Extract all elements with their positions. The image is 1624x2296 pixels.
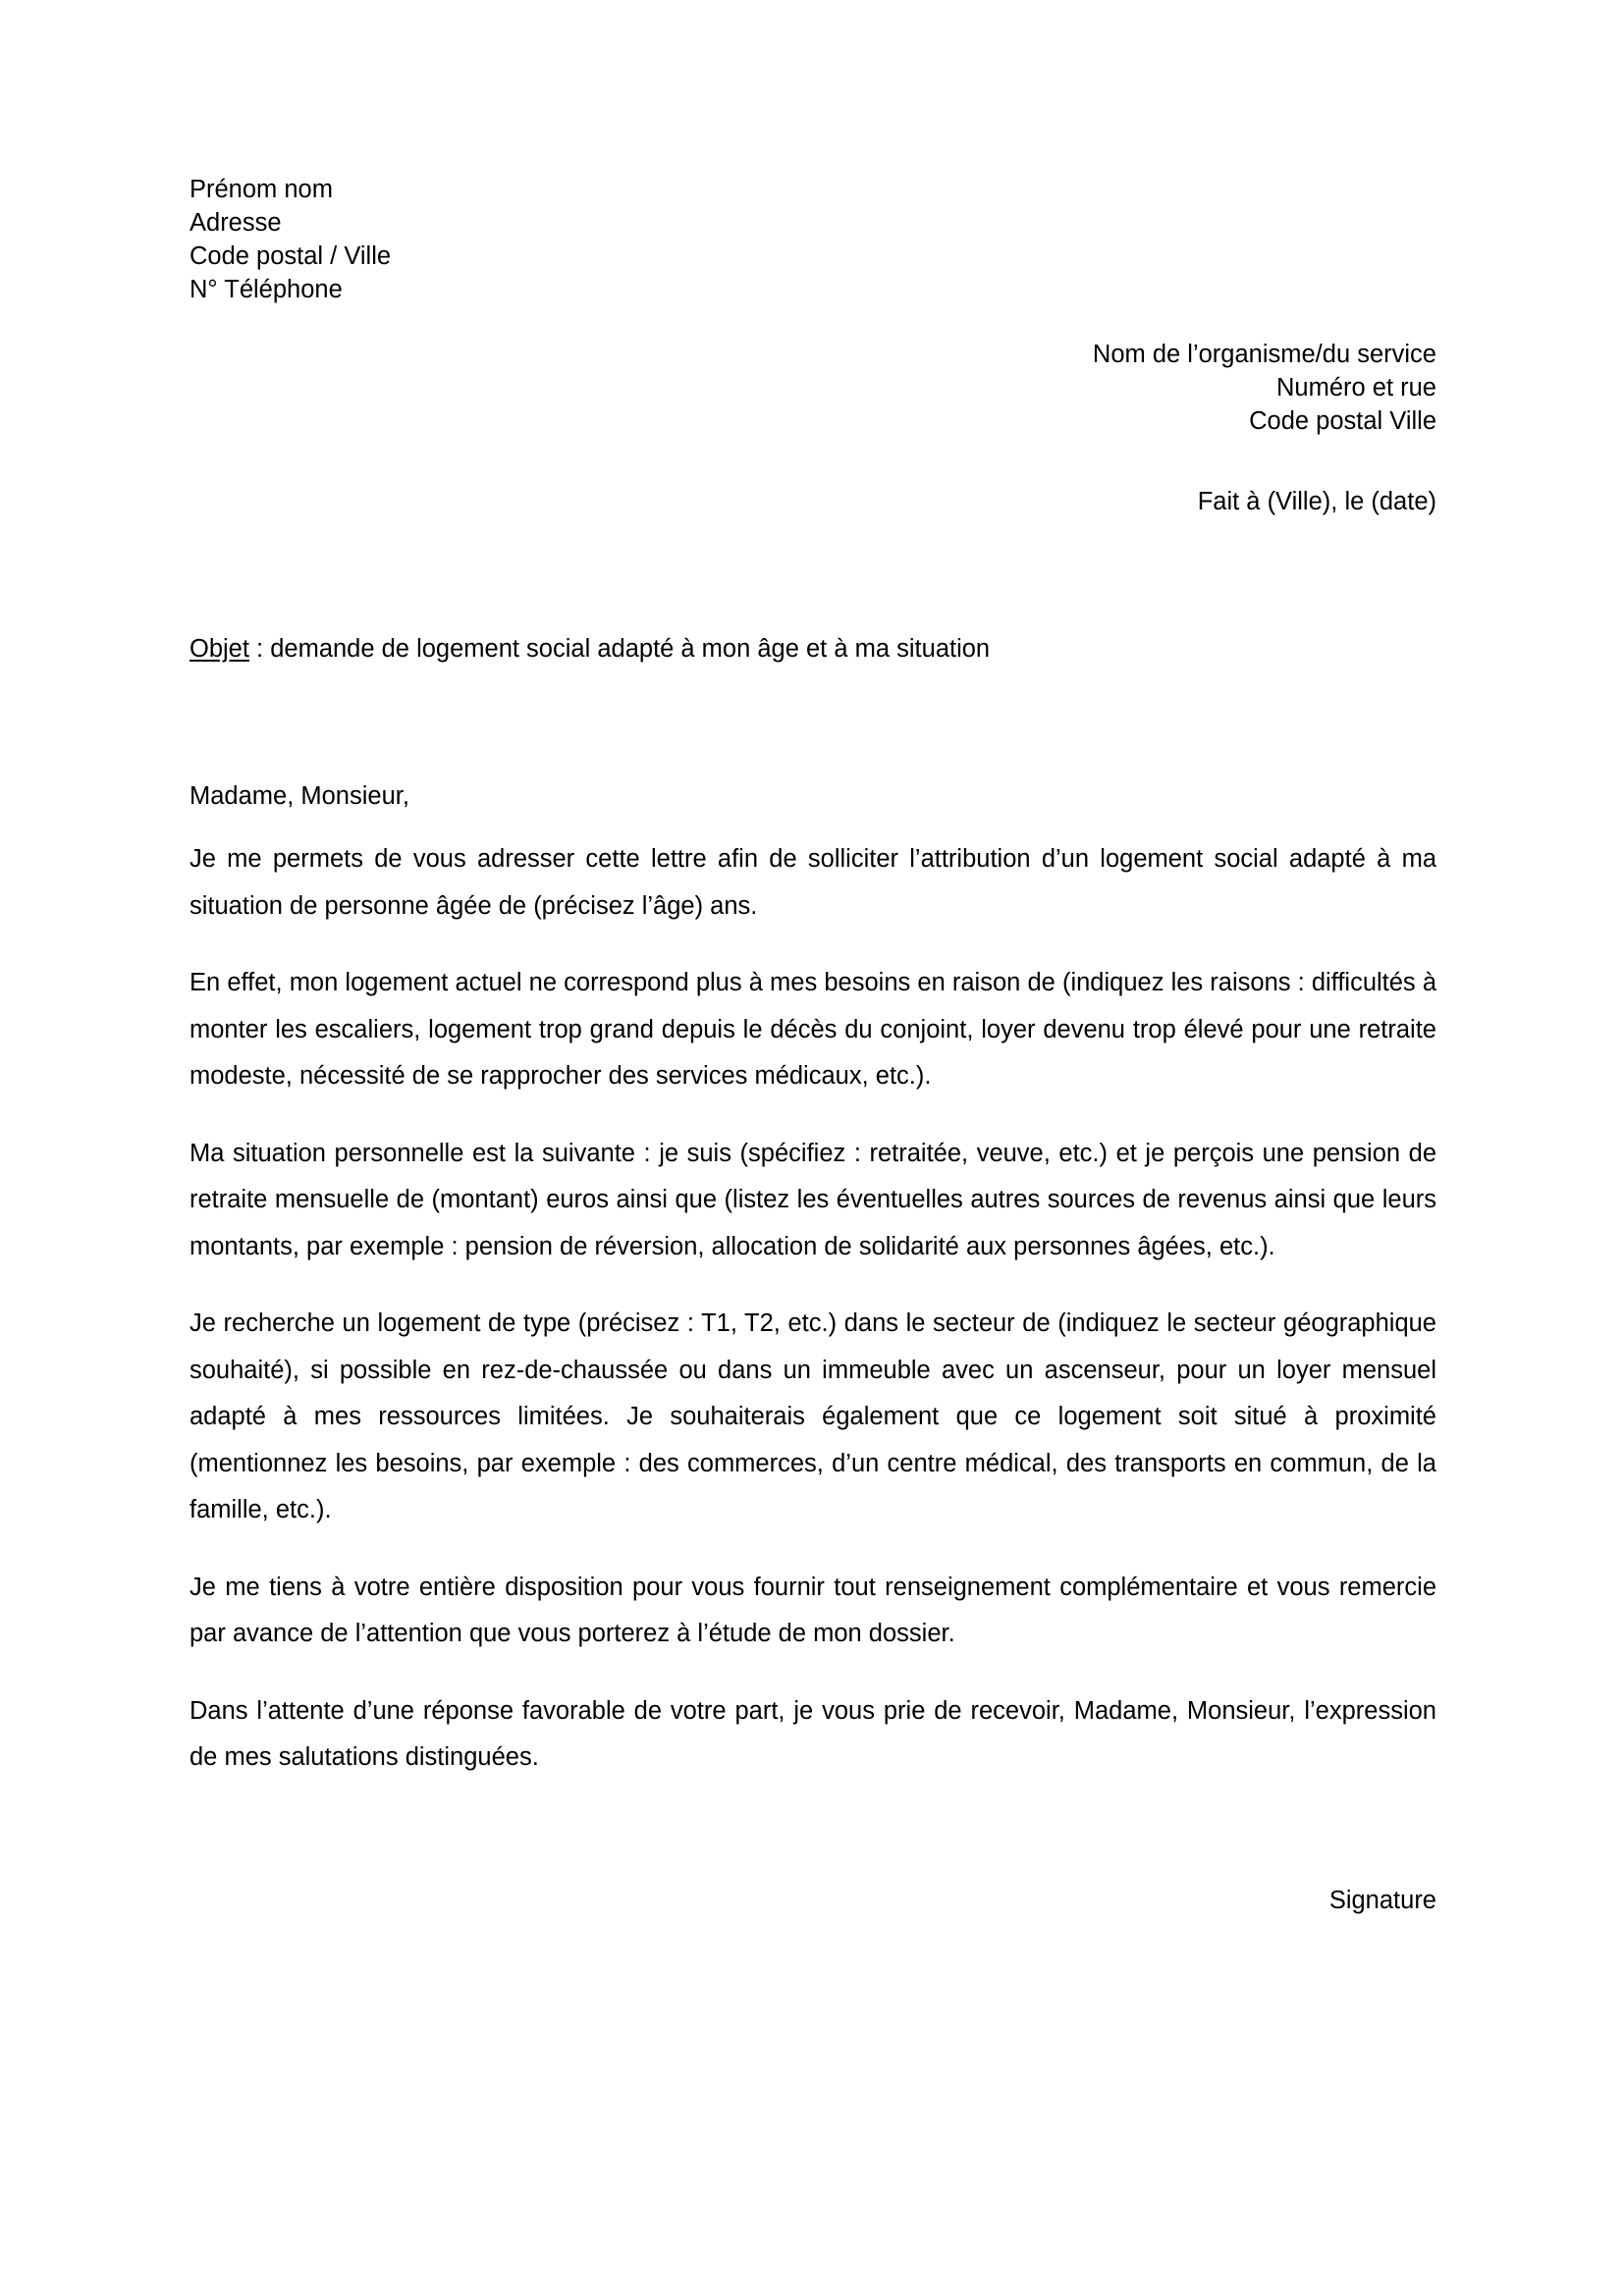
- signature-label: Signature: [1328, 1886, 1436, 1914]
- place-and-date: Fait à (Ville), le (date): [1197, 488, 1436, 515]
- body-paragraphs: [189, 836, 1436, 1782]
- body-paragraph: Ma situation personnelle est la suivante : je suis (spécifiez : retraitée, veuve, etc.) et je perçois une pension de retraite mensuelle de (montant) euros ainsi que (listez les éventuelles autres sources de revenus ainsi que leurs montants, par exemple : pension de réversion, allocation de solidarité aux personnes âgées, etc.).: [189, 1139, 1436, 1260]
- body-paragraph: Je me tiens à votre entière disposition pour vous fournir tout renseignement complémentaire et vous remercie par avance de l’attention que vous porterez à l’étude de mon dossier.: [189, 1573, 1436, 1647]
- sender-name: Prénom nom: [189, 176, 333, 203]
- subject-label: Objet: [189, 635, 249, 663]
- sender-postal-city: Code postal / Ville: [189, 242, 392, 270]
- letter-content: [189, 0, 1436, 1917]
- subject-line: [189, 632, 1436, 666]
- sender-address-block: [189, 173, 1436, 306]
- sender-street: Adresse: [189, 209, 282, 237]
- recipient-address-block: [189, 338, 1436, 438]
- recipient-organisation: Nom de l’organisme/du service: [1092, 341, 1436, 368]
- body-paragraph: Je recherche un logement de type (précisez : T1, T2, etc.) dans le secteur de (indiquez le secteur géographique souhaité), si possible en rez-de-chaussée ou dans un immeuble avec un ascenseur, pour un loyer mensuel adapté à mes ressources limitées. Je souhaiterais également que ce logement soit situé à proximité (mentionnez les besoins, par exemple : des commerces, d’un centre médical, des transports en commun, de la famille, etc.).: [189, 1309, 1436, 1523]
- body-paragraph: Je me permets de vous adresser cette lettre afin de solliciter l’attribution d’un logement social adapté à ma situation de personne âgée de (précisez l’âge) ans.: [189, 845, 1436, 920]
- recipient-street: Numéro et rue: [1276, 374, 1436, 401]
- body-paragraph: Dans l’attente d’une réponse favorable de votre part, je vous prie de recevoir, Madame, Monsieur, l’expression de mes salutations distinguées.: [189, 1696, 1436, 1771]
- subject-text: : demande de logement social adapté à mon âge et à ma situation: [248, 635, 991, 663]
- sender-phone: N° Téléphone: [189, 276, 343, 303]
- recipient-postal-city: Code postal Ville: [1249, 407, 1436, 435]
- salutation: Madame, Monsieur,: [189, 782, 409, 810]
- body-paragraph: En effet, mon logement actuel ne correspond plus à mes besoins en raison de (indiquez les raisons : difficultés à monter les escaliers, logement trop grand depuis le décès du conjoint, loyer devenu trop élevé pour une retraite modeste, nécessité de se rapprocher des services médicaux, etc.).: [189, 969, 1436, 1090]
